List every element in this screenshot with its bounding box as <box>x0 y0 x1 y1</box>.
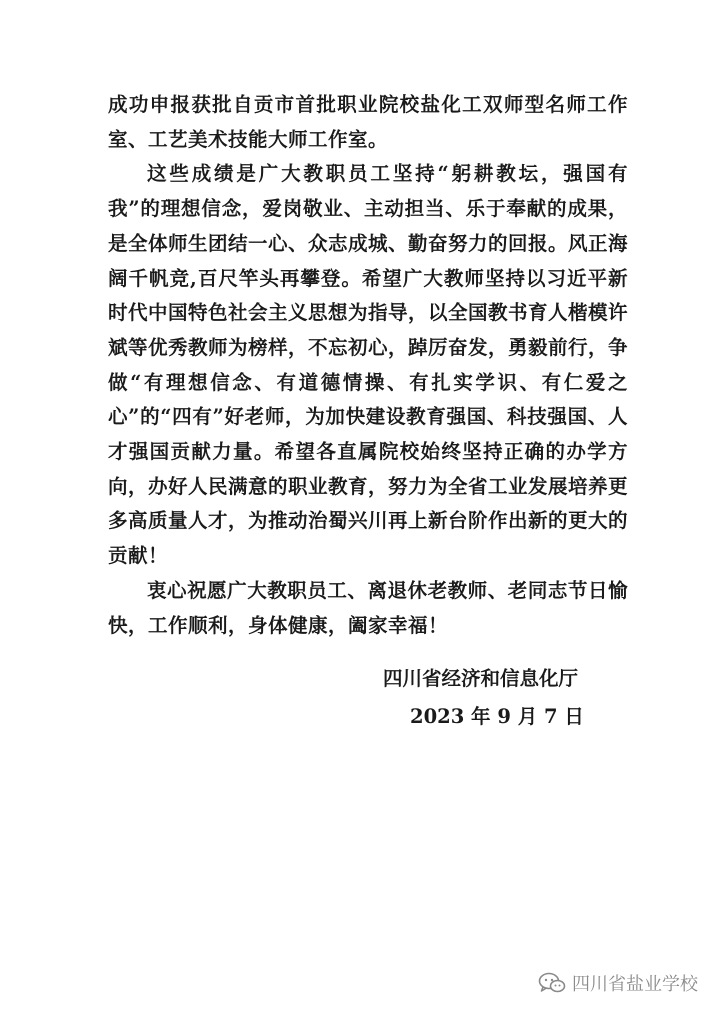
document-body <box>108 88 628 643</box>
paragraph-3: 衷心祝愿广大教职员工、离退休老教师、老同志节日愉快，工作顺利，身体健康，阖家幸福！ <box>108 578 628 637</box>
signature-date: 2023 年 9 月 7 日 <box>410 705 584 728</box>
watermark <box>538 970 698 996</box>
watermark-text: 四川省盐业学校 <box>572 974 698 995</box>
paragraph-2: 这些成绩是广大教职员工坚持“躬耕教坛，强国有我”的理想信念，爱岗敬业、主动担当、乐于奉献的成果，是全体师生团结一心、众志成城、勤奋努力的回报。风正海阔千帆竞,百尺竿头再攀登。希望广大教师坚持以习近平新时代中国特色社会主义思想为指导，以全国教书育人楷模许斌等优秀教师为榜样，不忘初心，踔厉奋发，勇毅前行，争做“有理想信念、有道德情操、有扎实学识、有仁爱之心”的“四有”好老师，为加快建设教育强国、科技强国、人才强国贡献力量。希望各直属院校始终坚持正确的办学方向，办好人民满意的职业教育，努力为全省工业发展培养更多高质量人才，为推动治蜀兴川再上新台阶作出新的更大的贡献！ <box>108 162 629 568</box>
paragraph-1: 成功申报获批自贡市首批职业院校盐化工双师型名师工作室、工艺美术技能大师工作室。 <box>108 93 628 151</box>
signature-organization: 四川省经济和信息化厅 <box>383 667 579 690</box>
wechat-icon <box>538 972 566 994</box>
